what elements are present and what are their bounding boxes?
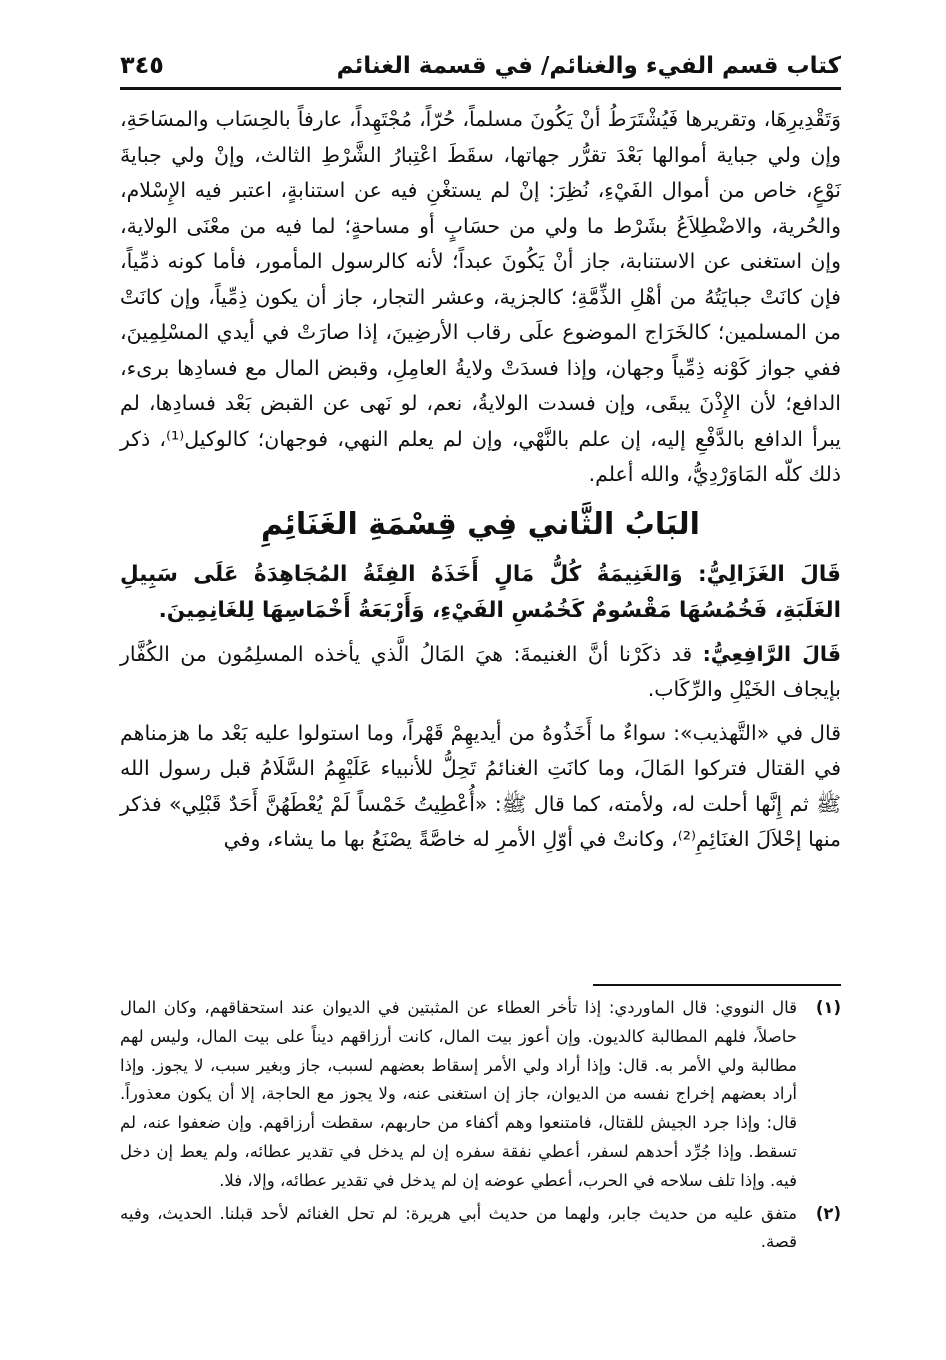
ghazali-paragraph (120, 557, 841, 629)
footnote-text: متفق عليه من حديث جابر، ولهما من حديث أبي هريرة: لم تحل الغنائم لأحد قبلنا. الحديث، وفيه قصة. (120, 1203, 797, 1252)
rafii-label: قَالَ الرَّافِعِيُّ: (702, 641, 841, 666)
rafii-text: قد ذكَرْنا أنَّ الغنيمةَ: هيَ المَالُ الَّذي يأخذه المسلِمُون من الكُفَّار بإيجاف الخَيْلِ والرِّكَاب. (120, 641, 841, 701)
running-header (120, 40, 841, 90)
main-text (120, 102, 841, 858)
footnote-2 (120, 1200, 841, 1258)
page-number: ٣٤٥ (120, 51, 164, 79)
footnote-number: (١) (815, 998, 841, 1017)
footnotes (120, 994, 841, 1261)
footnote-1 (120, 994, 841, 1196)
running-title: كتاب قسم الفيء والغنائم/ في قسمة الغنائم (336, 53, 841, 79)
body-paragraph-1: وَتَقْدِيرِهَا، وتقريرها فَيُشْتَرَطُ أنْ يَكُونَ مسلماً، حُرّاً، مُجْتَهِداً، عارفاً بالحِسَاب والمسَاحَةِ، وإن ولي جباية أموالها بَعْدَ تقرُّر جهاتها، سقَطَ اعْتِبارُ الشَّرْطِ الثالث، وإنْ ولي جبايةَ نَوْعٍ، خاص من أموال الفَيْءِ، نُظِرَ: إنْ لم يستغْنِ فيه عن استنابةٍ، اعتبر فيه الإِسْلام، والحُرية، والاضْطِلاَعُ بشَرْط ما ولي من حسَابٍ أو مساحةٍ؛ لما فيه من معْنَى الولاية، وإن استغنى عن الاستنابة، جاز أنْ يَكُونَ عبداً؛ لأنه كالرسول المأمور، فأما كونه ذمِّياً، فإن كانَتْ جبايَتُهُ من أهْلِ الذِّمَّةِ؛ كالجزية، وعشر التجار، جاز أن يكون ذِمِّياً، وإن كانَتْ من المسلمين؛ كالخَرَاج الموضوع علَى رقاب الأرضِينَ، إذا صارَتْ في أيدي المسْلِمِينَ، ففي جواز كَوْنه ذِمِّياً وجهان، وإذا فسدَتْ ولايةُ العامِلِ، وقبض المال مع فسادِها برىء، الدافع؛ لأن الإِذْنَ يبقَى، وإن فسدت الولايةُ، نعم، لو نَهى عن القبض بَعْد فسادِها، لم يبرأ الدافع بالدَّفْعِ إليه، إن علم بالنَّهْي، وإن لم يعلم النهي، فوجهان؛ كالوكيل⁽¹⁾، ذكر ذلك كلّه المَاوَرْدِيُّ، والله أعلم. (120, 107, 841, 486)
footnote-number: (٢) (815, 1203, 841, 1223)
ghazali-text: وَالغَنِيمَةُ كُلُّ مَالٍ أَخَذَهُ الفِئَةُ المُجَاهِدَةُ عَلَى سَبِيلِ الغَلَبَةِ، فَخُمُسُهَا مَقْسُومٌ كَخُمُسِ الفَيْءِ، وَأَرْبَعَةُ أَخْمَاسِهَا لِلغَانِمِينَ. (120, 561, 841, 623)
body-paragraph-4: قال في «التَّهذيب»: سواءٌ ما أَخَذُوهُ من أيديهِمْ قَهْراً، وما استولوا عليه بَعْد ما هزمناهم في القتال فتركوا المَالَ، وما كانَتِ الغنائمُ تَحِلُّ للأنبياء عَلَيْهِمُ السَّلَامُ قبل رسول الله ﷺ ثم إِنَّها أحلت له، ولأمته، كما قال ﷺ: «أُعْطِيتُ خَمْساً لَمْ يُعْطَهُنَّ أَحَدٌ قَبْلِي» فذكر منها إحْلاَلَ الغنَائِمِ⁽²⁾، وكانتْ في أوّلِ الأمرِ له خاصَّةً يصْنَعُ بها ما يشاء، وفي (120, 720, 841, 851)
footnote-divider (593, 984, 841, 986)
footnote-text: قال النووي: قال الماوردي: إذا تأخر العطاء عن المثبتين في الديوان عند استحقاقهم، وكان المال حاصلاً، فلهم المطالبة كالديون. وإن أعوز بيت المال، كانت أرزاقهم ديناً على بيت المال، وليس لهم مطالبة ولي الأمر به. قال: وإذا أراد ولي الأمر إسقاط بعضهم لسبب، جاز وبغير سبب، لا يجوز. وإذا أراد بعضهم إخراج نفسه من الديوان، جاز إن استغنى عنه، ولا يجوز مع الحاجة، إلا أن يكون معذوراً. قال: وإذا جرد الجيش للقتال، فامتنعوا وهم أكفاء من حاربهم، سقطت أرزاقهم. وإن ضعفوا عنه، لم تسقط. وإذا جُرِّد أحدهم لسفر، أعطي نفقة سفره إن لم يدخل في تقدير عطائه، ولم يعط إن دخل فيه. وإذا تلف سلاحه في الحرب، أعطي عوضه إن لم يدخل في تقدير عطائه، وإلا، فلا. (120, 998, 797, 1190)
ghazali-label: قَالَ الغَزَالِيُّ: (698, 561, 841, 587)
chapter-heading: البَابُ الثَّاني فِي قِسْمَةِ الغَنَائِمِ (261, 506, 700, 542)
rafii-paragraph (120, 637, 841, 708)
